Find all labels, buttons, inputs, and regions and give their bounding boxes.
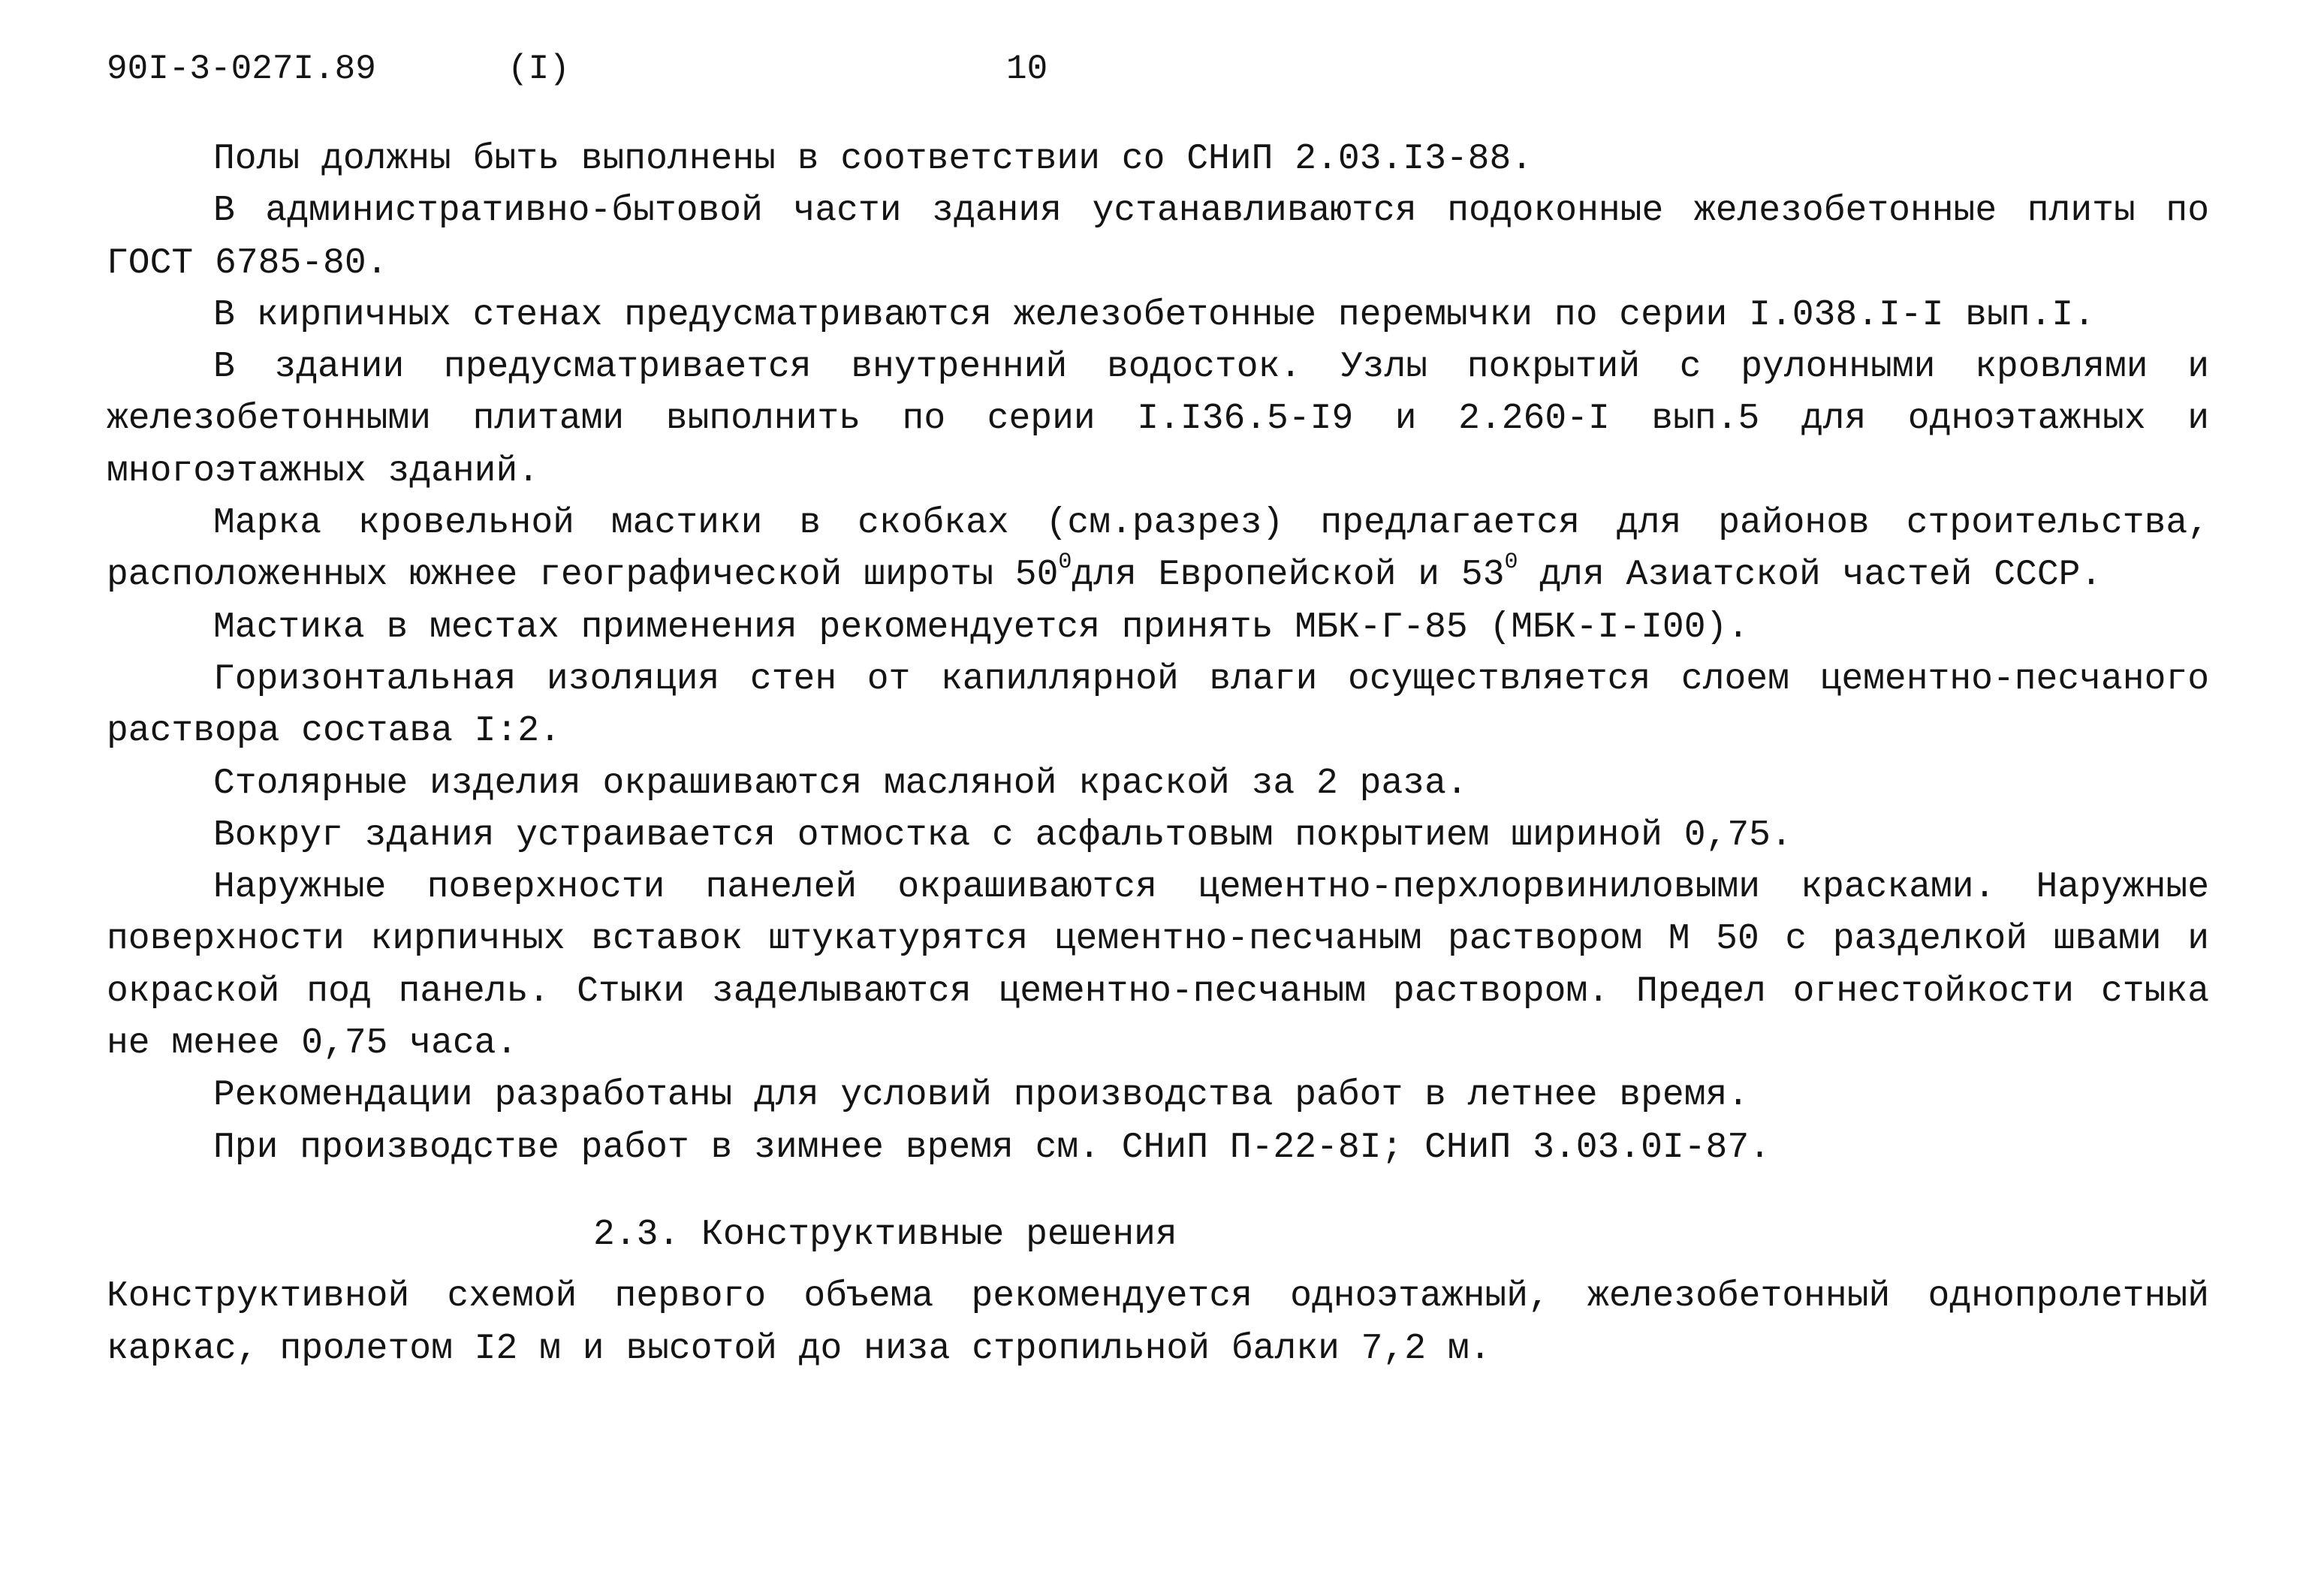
mastic-text-middle: для Европейской и 53 [1072, 555, 1505, 596]
body-text [107, 134, 2209, 1375]
paragraph-blind-area: Вокруг здания устраивается отмостка с асфальтовым покрытием шириной 0,75. [213, 815, 1792, 856]
paragraph-drainage: В здании предусматривается внутренний водосток. Узлы покрытий с рулонными кровлями и железобетонными плитами выполнить по серии I.I36.5-I9 и 2.260-I вып.5 для одноэтажных и многоэтажных зданий. [107, 347, 2209, 492]
paragraph-mastic-usage: Мастика в местах применения рекомендуется принять МБК-Г-85 (МБК-I-I00). [213, 607, 1750, 648]
paragraph-mastic-grade [107, 498, 2209, 602]
degree-superscript: 0 [1058, 550, 1072, 576]
paragraph-exterior-finish: Наружные поверхности панелей окрашиваются цементно-перхлорвиниловыми красками. Наружные поверхности кирпичных вставок штукатурятся цементно-песчаным раствором М 50 с разделкой швами и окраской под панель. Стыки заделываются цементно-песчаным раствором. Предел огнестойкости стыка не менее 0,75 часа. [107, 867, 2209, 1065]
mastic-text-end: для Азиатской частей СССР. [1518, 555, 2103, 596]
paragraph-lintels: В кирпичных стенах предусматриваются железобетонные перемычки по серии I.038.I-I вып.I. [213, 294, 2096, 336]
paragraph-winter-works: При производстве работ в зимнее время см. СНиП П-22-8I; СНиП 3.03.0I-87. [213, 1127, 1771, 1168]
document-part: (I) [508, 50, 570, 89]
document-code: 90I-3-027I.89 [107, 50, 376, 89]
section-heading: 2.3. Конструктивные решения [593, 1214, 1177, 1255]
paragraph-summer-works: Рекомендации разработаны для условий производства работ в летнее время. [213, 1075, 1750, 1116]
paragraph-floors: Полы должны быть выполнены в соответствии со СНиП 2.03.I3-88. [213, 139, 1533, 179]
page-header [0, 50, 2306, 95]
paragraph-structural-scheme: Конструктивной схемой первого объема рекомендуется одноэтажный, железобетонный однопролетный каркас, пролетом I2 м и высотой до низа стропильной балки 7,2 м. [107, 1276, 2209, 1369]
paragraph-insulation: Горизонтальная изоляция стен от капиллярной влаги осуществляется слоем цементно-песчаного раствора состава I:2. [107, 658, 2209, 752]
mastic-text-start: Марка кровельной мастики в скобках (см.разрез) предлагается для районов строительства, расположенных южнее географической широты 50 [107, 503, 2209, 596]
page-number: 10 [1006, 50, 1048, 89]
degree-superscript: 0 [1504, 550, 1518, 576]
paragraph-window-sills: В административно-бытовой части здания устанавливаются подоконные железобетонные плиты по ГОСТ 6785-80. [107, 191, 2209, 284]
paragraph-joinery: Столярные изделия окрашиваются масляной краской за 2 раза. [213, 763, 1468, 804]
